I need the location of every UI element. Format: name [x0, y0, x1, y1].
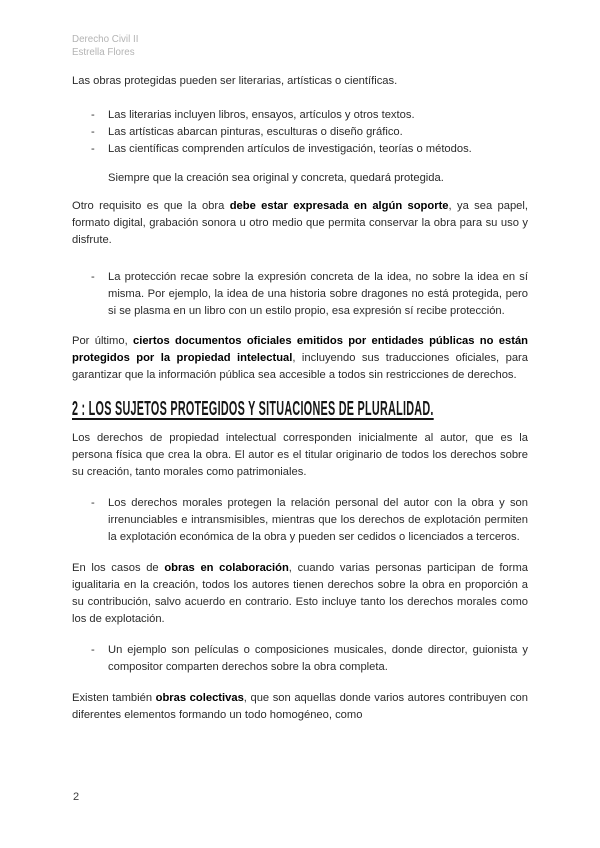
paragraph-protected-works: Las obras protegidas pueden ser literarias, artísticas o científicas. [72, 75, 398, 87]
list-item: - Las científicas comprenden artículos de investigación, teorías o métodos. [72, 141, 528, 158]
collaboration-example-list [72, 642, 528, 676]
section-heading-row [72, 396, 528, 422]
author-name: Estrella Flores [72, 47, 135, 58]
protection-expression-list [72, 269, 528, 320]
paragraph-author-rights: Los derechos de propiedad intelectual corresponden inicialmente al autor, que es la persona física que crea la obra. El autor es el titular originario de todos los derechos sobre su creación, tanto morales como patrimoniales. [72, 432, 528, 478]
work-types-list [72, 107, 528, 158]
list-item: - Las literarias incluyen libros, ensayos, artículos y otros textos. [72, 107, 528, 124]
page-number: 2 [73, 791, 80, 803]
document-header [72, 33, 528, 59]
course-title: Derecho Civil II [72, 34, 139, 45]
list-item: - Un ejemplo son películas o composiciones musicales, donde director, guionista y compositor comparten derechos sobre la obra completa. [72, 642, 528, 676]
paragraph-collective-works: Existen también obras colectivas, que son aquellas donde varios autores contribuyen con diferentes elementos formando un todo homogéneo, como [72, 692, 528, 721]
section-heading: 2 : LOS SUJETOS PROTEGIDOS Y SITUACIONES DE PLURALIDAD. [72, 398, 434, 420]
moral-rights-list [72, 495, 528, 546]
list-item: - Los derechos morales protegen la relación personal del autor con la obra y son irrenunciables e intransmisibles, mientras que los derechos de explotación permiten la explotación económica de la obra y pueden ser cedidos o licenciados a terceros. [72, 495, 528, 546]
list-item: - Las artísticas abarcan pinturas, esculturas o diseño gráfico. [72, 124, 528, 141]
list-item: - La protección recae sobre la expresión concreta de la idea, no sobre la idea en sí misma. Por ejemplo, la idea de una historia sobre dragones no está protegida, pero si se plasma en un libro con un estilo propio, esa expresión sí recibe protección. [72, 269, 528, 320]
paragraph-collaboration-works: En los casos de obras en colaboración, cuando varias personas participan de forma igualitaria en la creación, todos los autores tienen derechos sobre la obra en proporción a su contribución, salvo acuerdo en contrario. Esto incluye tanto los derechos morales como los de explotación. [72, 562, 528, 625]
note-originality: Siempre que la creación sea original y concreta, quedará protegida. [108, 172, 444, 184]
paragraph-official-documents: Por último, ciertos documentos oficiales emitidos por entidades públicas no están protegidos por la propiedad intelectual, incluyendo sus traducciones oficiales, para garantizar que la información pública sea accesible a todos sin restricciones de derechos. [72, 335, 529, 381]
paragraph-support-requirement: Otro requisito es que la obra debe estar expresada en algún soporte, ya sea papel, formato digital, grabación sonora u otro medio que permita conservar la obra para su uso y disfrute. [72, 200, 528, 246]
document-content [72, 33, 528, 724]
